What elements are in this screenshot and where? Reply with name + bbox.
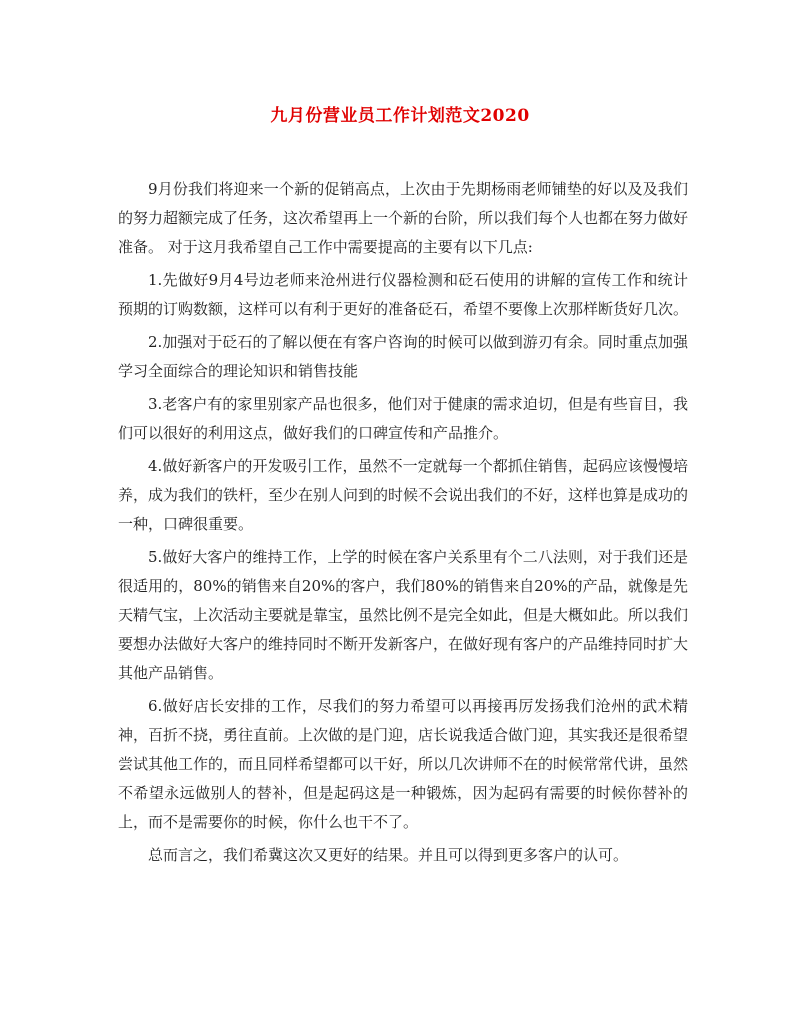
point-4-paragraph: 4.做好新客户的开发吸引工作，虽然不一定就每一个都抓住销售，起码应该慢慢培养，成为我们的铁杆，至少在别人问到的时候不会说出我们的不好，这样也算是成功的一种，口碑很重要。 [118, 457, 689, 533]
intro-paragraph: 9月份我们将迎来一个新的促销高点，上次由于先期杨雨老师铺垫的好以及及我们的努力超额完成了任务，这次希望再上一个新的台阶，所以我们每个人也都在努力做好准备。 对于这月我希望自己工作中需要提高的主要有以下几点: [118, 180, 689, 256]
point-6-paragraph: 6.做好店长安排的工作，尽我们的努力希望可以再接再厉发扬我们沧州的武术精神，百折不挠，勇往直前。上次做的是门迎，店长说我适合做门迎，其实我还是很希望尝试其他工作的，而且同样希望都可以干好，所以几次讲师不在的时候常常代讲，虽然不希望永远做别人的替补，但是起码这是一种锻炼，因为起码有需要的时候你替补的上，而不是需要你的时候，你什么也干不了。 [118, 697, 689, 831]
point-1-paragraph: 1.先做好9月4号边老师来沧州进行仪器检测和砭石使用的讲解的宣传工作和统计预期的订购数额，这样可以有利于更好的准备砭石，希望不要像上次那样断货好几次。 [118, 271, 689, 318]
point-5-paragraph: 5.做好大客户的维持工作，上学的时候在客户关系里有个二八法则，对于我们还是很适用的，80%的销售来自20%的客户，我们80%的销售来自20%的产品，就像是先天精气宝，上次活动主要就是靠宝，虽然比例不是完全如此，但是大概如此。所以我们要想办法做好大客户的维持同时不断开发新客户，在做好现有客户的产品维持同时扩大其他产品销售。 [118, 548, 689, 682]
document-body [118, 175, 688, 874]
point-2-paragraph: 2.加强对于砭石的了解以便在有客户咨询的时候可以做到游刃有余。同时重点加强学习全面综合的理论知识和销售技能 [118, 333, 688, 380]
conclusion-paragraph: 总而言之，我们希冀这次又更好的结果。并且可以得到更多客户的认可。 [148, 846, 629, 864]
document-title: 九月份营业员工作计划范文2020 [270, 106, 530, 126]
point-3-paragraph: 3.老客户有的家里别家产品也很多，他们对于健康的需求迫切，但是有些盲目，我们可以很好的利用这点，做好我们的口碑宣传和产品推介。 [118, 395, 688, 442]
